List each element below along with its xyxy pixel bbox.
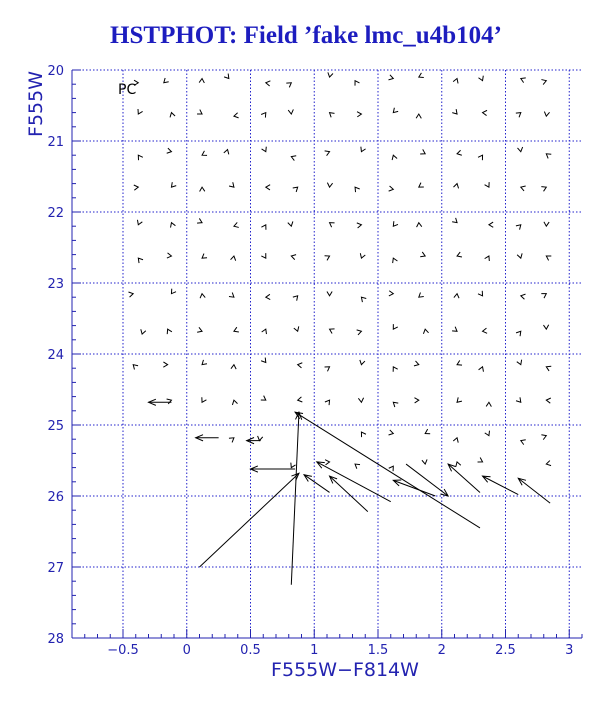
x-tick-label: 3 <box>565 643 574 658</box>
vector-arrow <box>355 464 360 469</box>
vector-arrow <box>393 108 398 113</box>
vector-arrow <box>516 331 521 336</box>
x-tick-label: 0.5 <box>240 643 261 658</box>
vector-arrow <box>457 360 462 365</box>
vector-arrow <box>457 150 462 155</box>
vector-line <box>295 412 480 528</box>
vector-arrow <box>414 398 418 403</box>
vector-arrow <box>478 458 483 463</box>
vector-arrow <box>325 460 329 465</box>
vector-arrow <box>478 155 483 160</box>
vector-arrow <box>202 254 207 259</box>
vector-arrow <box>453 438 458 443</box>
vector-arrow <box>419 73 424 78</box>
vector-arrow <box>546 398 551 403</box>
y-tick-label: 21 <box>47 135 64 150</box>
vector-arrow <box>452 218 457 223</box>
vector-arrow <box>261 113 266 118</box>
y-tick-label: 20 <box>47 64 64 79</box>
vector-arrows <box>128 72 551 471</box>
vector-arrow <box>393 324 397 329</box>
vector-arrow <box>393 367 398 372</box>
x-tick-label: 0 <box>182 643 191 658</box>
vector-arrow <box>234 113 239 118</box>
x-tick-label: 1.5 <box>367 643 389 658</box>
vector-arrow <box>485 182 490 187</box>
vector-arrow <box>485 256 490 261</box>
vector-arrow <box>286 83 291 88</box>
vector-arrow <box>541 294 546 298</box>
vector-arrow <box>291 463 296 468</box>
vector-arrow <box>200 294 205 299</box>
vector-arrow <box>389 291 393 296</box>
vector-arrow <box>521 186 526 191</box>
vector-arrow <box>516 113 521 118</box>
vector-arrow <box>544 112 549 117</box>
vector-arrow <box>423 329 428 334</box>
vector-arrow <box>229 182 234 187</box>
vector-arrow <box>541 80 546 85</box>
vector-arrow <box>355 81 359 86</box>
pc-chip-label: PC <box>118 82 137 98</box>
vector-arrow <box>138 258 143 263</box>
vector-arrow <box>234 222 239 227</box>
vector-arrow <box>200 187 205 191</box>
vector-arrow <box>330 223 335 228</box>
vector-arrow <box>360 253 365 258</box>
vector-arrow <box>197 218 202 223</box>
vector-arrow <box>229 438 234 443</box>
vector-arrow <box>419 183 424 188</box>
vector-arrow <box>358 398 363 403</box>
vector-arrow <box>330 113 335 118</box>
vector-arrow <box>141 329 146 334</box>
vector-arrow <box>355 187 360 192</box>
x-tick-label: 2 <box>437 643 446 658</box>
vector-arrow <box>293 187 298 192</box>
y-tick-label: 28 <box>47 632 64 647</box>
large-vectors <box>149 399 551 585</box>
vector-arrow <box>456 462 461 467</box>
vector-arrow <box>393 221 398 226</box>
vector-arrow <box>262 329 267 334</box>
vector-arrow <box>544 222 549 226</box>
y-tick-label: 25 <box>47 419 64 434</box>
vector-arrow <box>483 328 488 333</box>
vector-arrow <box>546 154 551 159</box>
vector-arrow <box>489 222 493 227</box>
vector-arrow <box>266 185 270 190</box>
vector-arrow <box>234 327 239 332</box>
y-tick-label: 27 <box>47 561 64 576</box>
vector-arrow <box>453 184 458 189</box>
vector-arrow <box>138 155 143 160</box>
vector-arrow <box>454 294 459 299</box>
vector-arrow <box>543 325 548 329</box>
vector-arrow <box>133 365 138 370</box>
y-tick-label: 24 <box>47 348 64 363</box>
vector-arrow <box>393 258 398 263</box>
vector-arrow <box>164 78 169 83</box>
vector-arrow <box>170 113 175 118</box>
vector-arrow <box>478 291 483 296</box>
vector-arrow <box>483 110 487 115</box>
vector-arrow <box>485 431 490 436</box>
vector-arrow <box>258 436 263 441</box>
vector-arrow <box>325 367 330 372</box>
vector-arrow <box>328 72 333 77</box>
vector-arrow <box>392 155 397 160</box>
vector-arrow <box>420 149 425 154</box>
vector-arrow <box>416 114 421 118</box>
vector-line <box>483 476 519 494</box>
vector-arrow <box>291 255 296 260</box>
x-tick-label: 2.5 <box>495 643 516 658</box>
vector-arrow <box>357 112 361 117</box>
vector-arrow <box>167 399 172 404</box>
vector-arrow <box>389 466 394 471</box>
vector-arrow <box>361 297 366 302</box>
vector-arrow <box>327 183 332 188</box>
vector-arrow <box>452 109 457 114</box>
vector-arrow <box>457 397 462 402</box>
vector-arrow <box>231 365 236 369</box>
vector-arrow <box>197 110 202 114</box>
vector-line <box>393 480 435 496</box>
vector-arrow <box>541 187 546 192</box>
vector-arrow <box>361 147 366 152</box>
vector-line <box>330 476 368 512</box>
vector-arrow <box>419 292 424 297</box>
vector-arrow <box>422 459 427 464</box>
vector-arrow <box>425 429 430 434</box>
vector-line <box>518 478 550 503</box>
vector-arrow <box>231 256 236 261</box>
vector-line <box>448 464 480 492</box>
vector-arrow <box>357 330 362 335</box>
vector-arrow <box>137 220 142 225</box>
x-tick-label: −0.5 <box>107 643 139 658</box>
vector-arrow <box>224 74 229 79</box>
vector-arrow <box>261 225 266 230</box>
vector-arrow <box>163 362 167 367</box>
x-tick-label: 1 <box>310 643 319 658</box>
vector-arrow <box>517 253 522 258</box>
y-tick-label: 26 <box>47 490 64 505</box>
vector-arrow <box>327 292 332 296</box>
vector-arrow <box>479 367 484 372</box>
vector-arrow <box>298 363 303 368</box>
vector-arrow <box>224 150 229 155</box>
vector-line <box>304 475 330 493</box>
vector-arrow <box>389 186 394 191</box>
vector-arrow <box>202 397 207 402</box>
vector-arrow <box>546 256 551 260</box>
vector-arrow <box>360 360 365 365</box>
vector-arrow <box>202 151 207 156</box>
y-tick-label: 22 <box>47 206 64 221</box>
vector-arrow <box>521 440 526 445</box>
vector-arrow <box>232 400 237 405</box>
vector-arrow <box>325 151 330 156</box>
vector-arrow <box>452 327 457 332</box>
vector-arrow <box>389 430 394 435</box>
vector-arrow <box>325 256 330 261</box>
vector-arrow <box>541 435 546 440</box>
vector-arrow <box>420 252 425 257</box>
vector-arrow <box>171 289 176 294</box>
vector-arrow <box>138 109 143 114</box>
vector-arrow <box>288 109 293 114</box>
vector-arrow <box>388 75 393 80</box>
chart-title: HSTPHOT: Field ’fake lmc_u4b104’ <box>110 22 502 49</box>
vector-arrow <box>453 79 458 84</box>
vector-arrow <box>517 147 522 152</box>
vector-arrow <box>357 223 362 228</box>
vector-arrow <box>291 156 296 161</box>
vector-arrow <box>521 294 526 299</box>
y-tick-label: 23 <box>47 277 64 292</box>
vector-arrow <box>517 360 522 365</box>
vector-arrow <box>167 148 172 153</box>
vector-arrow <box>521 78 526 83</box>
x-axis-label: F555W−F814W <box>271 659 419 681</box>
vector-arrow <box>478 76 483 81</box>
vector-arrow <box>546 366 551 371</box>
vector-arrow <box>330 329 335 334</box>
vector-arrow <box>167 329 172 334</box>
vector-arrow <box>261 396 266 401</box>
vector-arrow <box>261 253 265 258</box>
vector-arrow <box>293 296 298 301</box>
vector-arrow <box>266 81 271 86</box>
vector-arrow <box>298 397 303 402</box>
vector-arrow <box>199 79 204 83</box>
vector-arrow <box>325 400 330 405</box>
vector-arrow <box>262 147 267 152</box>
vector-arrow <box>261 358 266 363</box>
vector-line <box>291 412 299 585</box>
vector-arrow <box>171 223 176 228</box>
vector-arrow <box>361 432 366 437</box>
vector-line <box>200 473 299 567</box>
vector-arrow <box>202 360 207 365</box>
vector-arrow <box>516 225 521 230</box>
vector-arrow <box>417 223 422 227</box>
vector-arrow <box>294 326 299 331</box>
vector-arrow <box>128 292 133 297</box>
vector-arrow <box>197 327 202 332</box>
vector-arrowhead <box>304 475 312 482</box>
vector-arrow <box>229 292 234 297</box>
vector-arrow <box>288 221 293 226</box>
vector-arrow <box>266 294 270 299</box>
vector-arrow <box>167 253 172 258</box>
vector-arrow <box>516 397 521 402</box>
vector-arrow <box>414 361 419 366</box>
vector-arrow <box>134 185 139 190</box>
vector-arrow <box>486 402 491 406</box>
vector-arrow <box>171 182 176 187</box>
vector-arrow <box>546 461 551 466</box>
y-axis-label: F555W <box>25 71 47 137</box>
vector-arrow <box>457 252 462 257</box>
vector-arrow <box>393 402 398 407</box>
